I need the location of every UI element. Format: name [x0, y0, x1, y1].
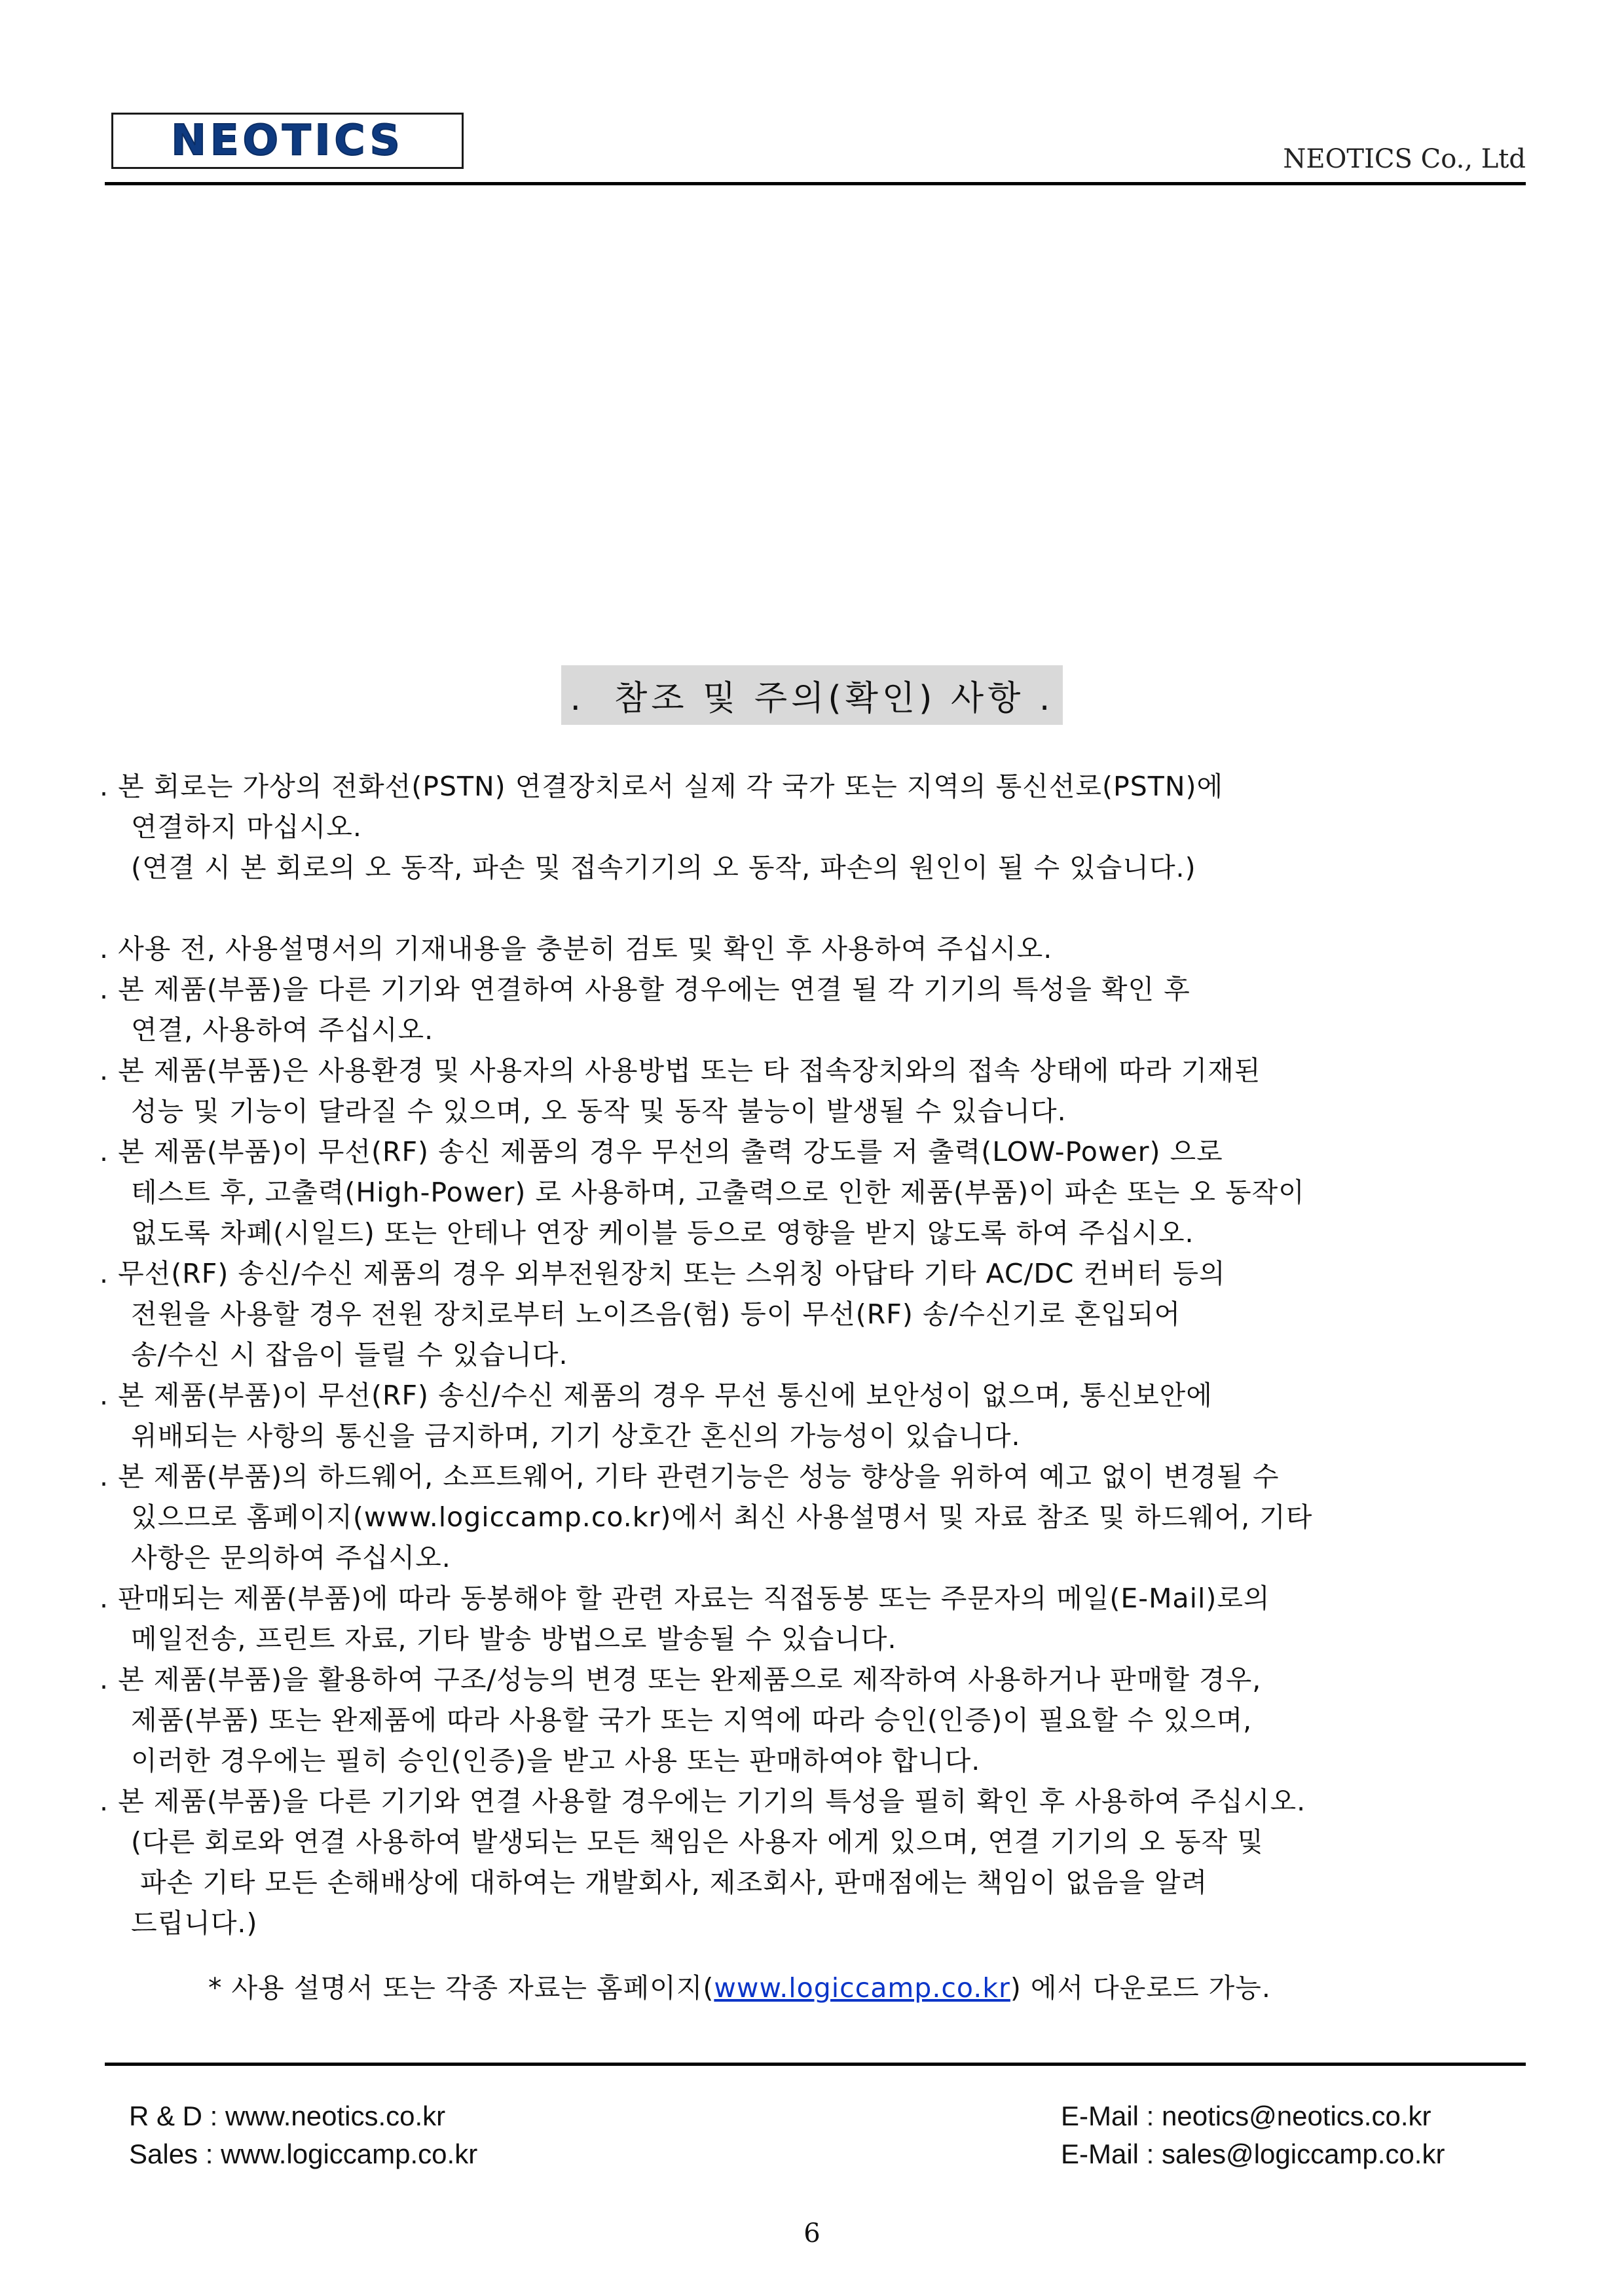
- header-divider: [105, 182, 1526, 185]
- notice-item: [100, 1375, 1540, 1456]
- notice-line: (다른 회로와 연결 사용하여 발생되는 모든 책임은 사용자 에게 있으며, 연결 기기의 오 동작 및: [131, 1826, 1264, 1858]
- title-wrap: [0, 665, 1624, 725]
- notice-line: 전원을 사용할 경우 전원 장치로부터 노이즈음(험) 등이 무선(RF) 송/수신기로 혼입되어: [131, 1298, 1181, 1330]
- footer-sales: Sales : www.logiccamp.co.kr: [129, 2139, 478, 2169]
- notice-line: 파손 기타 모든 손해배상에 대하여는 개발회사, 제조회사, 판매점에는 책임이 없음을 알려: [131, 1867, 1208, 1898]
- notice-line: 제품(부품) 또는 완제품에 따라 사용할 국가 또는 지역에 따라 승인(인증)이 필요할 수 있으며,: [131, 1704, 1253, 1736]
- notice-line: 연결, 사용하여 주십시오.: [131, 1014, 434, 1046]
- homepage-link[interactable]: www.logiccamp.co.kr: [714, 1972, 1010, 2004]
- download-suffix: ) 에서 다운로드 가능.: [1010, 1972, 1271, 2004]
- notice-line: . 사용 전, 사용설명서의 기재내용을 충분히 검토 및 확인 후 사용하여 주십시오.: [100, 933, 1053, 964]
- notice-item: [100, 1456, 1540, 1578]
- page-number: 6: [803, 2218, 821, 2249]
- notice-line: . 본 회로는 가상의 전화선(PSTN) 연결장치로서 실제 각 국가 또는 지역의 통신선로(PSTN)에: [100, 771, 1224, 802]
- notice-item: [100, 1253, 1540, 1375]
- notice-item: [100, 1131, 1540, 1253]
- notice-line: . 본 제품(부품)을 활용하여 구조/성능의 변경 또는 완제품으로 제작하여 사용하거나 판매할 경우,: [100, 1664, 1262, 1695]
- notice-item: [100, 1050, 1540, 1131]
- notice-line: . 본 제품(부품)이 무선(RF) 송신/수신 제품의 경우 무선 통신에 보안성이 없으며, 통신보안에: [100, 1380, 1213, 1411]
- notice-line: 있으므로 홈페이지(www.logiccamp.co.kr)에서 최신 사용설명서 및 자료 참조 및 하드웨어, 기타: [131, 1501, 1313, 1533]
- notice-line: 메일전송, 프린트 자료, 기타 발송 방법으로 발송될 수 있습니다.: [131, 1623, 897, 1655]
- notice-line: 드립니다.): [131, 1907, 258, 1939]
- notice-line: . 본 제품(부품)의 하드웨어, 소프트웨어, 기타 관련기능은 성능 향상을 위하여 예고 없이 변경될 수: [100, 1461, 1280, 1492]
- section-title: . 참조 및 주의(확인) 사항 .: [561, 665, 1063, 725]
- company-name: NEOTICS Co., Ltd: [1283, 144, 1526, 174]
- notice-line: 성능 및 기능이 달라질 수 있으며, 오 동작 및 동작 불능이 발생될 수 있습니다.: [131, 1095, 1067, 1127]
- footer-email-sales: E-Mail : sales@logiccamp.co.kr: [1061, 2139, 1445, 2169]
- notice-line: . 무선(RF) 송신/수신 제품의 경우 외부전원장치 또는 스위칭 아답타 기타 AC/DC 컨버터 등의: [100, 1258, 1226, 1289]
- notice-line: 없도록 차폐(시일드) 또는 안테나 연장 케이블 등으로 영향을 받지 않도록 하여 주십시오.: [131, 1217, 1194, 1249]
- notice-line: (연결 시 본 회로의 오 동작, 파손 및 접속기기의 오 동작, 파손의 원인이 될 수 있습니다.): [131, 852, 1196, 883]
- download-prefix: * 사용 설명서 또는 각종 자료는 홈페이지(: [208, 1972, 714, 2004]
- footer-divider: [105, 2063, 1526, 2066]
- notice-line: . 본 제품(부품)을 다른 기기와 연결하여 사용할 경우에는 연결 될 각 기기의 특성을 확인 후: [100, 974, 1190, 1005]
- notice-item: [100, 766, 1540, 888]
- notice-line: 테스트 후, 고출력(High-Power) 로 사용하며, 고출력으로 인한 제품(부품)이 파손 또는 오 동작이: [131, 1177, 1305, 1208]
- notice-item: [100, 969, 1540, 1050]
- notice-item: [100, 928, 1540, 969]
- notice-line: 위배되는 사항의 통신을 금지하며, 기기 상호간 혼신의 가능성이 있습니다.: [131, 1420, 1021, 1452]
- notice-line: . 본 제품(부품)을 다른 기기와 연결 사용할 경우에는 기기의 특성을 필히 확인 후 사용하여 주십시오.: [100, 1786, 1306, 1817]
- notice-item: [100, 1578, 1540, 1659]
- footer-email-neotics: E-Mail : neotics@neotics.co.kr: [1061, 2101, 1431, 2131]
- notice-line: 송/수신 시 잡음이 들릴 수 있습니다.: [131, 1339, 568, 1370]
- notice-line: . 본 제품(부품)이 무선(RF) 송신 제품의 경우 무선의 출력 강도를 저 출력(LOW-Power) 으로: [100, 1136, 1223, 1167]
- footer-rnd: R & D : www.neotics.co.kr: [129, 2101, 446, 2131]
- notice-item: [100, 1781, 1540, 1943]
- notice-line: 연결하지 마십시오.: [131, 811, 362, 843]
- notice-line: . 본 제품(부품)은 사용환경 및 사용자의 사용방법 또는 타 접속장치와의 접속 상태에 따라 기재된: [100, 1055, 1261, 1086]
- notice-line: 이러한 경우에는 필히 승인(인증)을 받고 사용 또는 판매하여야 합니다.: [131, 1745, 981, 1776]
- notice-item: [100, 1659, 1540, 1781]
- notice-line: 사항은 문의하여 주십시오.: [131, 1542, 451, 1573]
- company-logo: [111, 113, 464, 169]
- notice-list: [100, 766, 1540, 1943]
- logo-text: NEOTICS: [171, 117, 404, 165]
- notice-line: . 판매되는 제품(부품)에 따라 동봉해야 할 관련 자료는 직접동봉 또는 주문자의 메일(E-Mail)로의: [100, 1583, 1270, 1614]
- download-note: [208, 1968, 1271, 2008]
